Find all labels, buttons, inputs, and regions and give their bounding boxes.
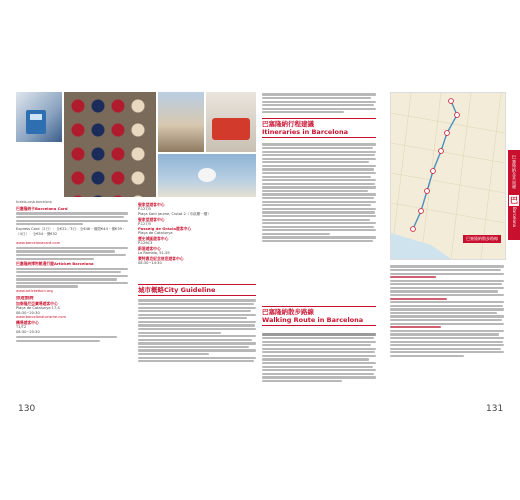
- photo-souvenir-wall: [64, 92, 156, 197]
- left-page: [16, 92, 256, 410]
- center-item: 聖家堂遊客中心 P.127/5: [138, 216, 165, 226]
- articket-title: 巴塞隆納博物館通行證Articket Barcelona: [16, 261, 94, 267]
- tourist-title: 旅遊諮詢: [16, 295, 34, 301]
- center-list: [138, 207, 256, 266]
- tourist-hours: 08:30~20:30: [16, 310, 40, 315]
- walk-heading: [262, 306, 376, 326]
- center-title: 聖家堂遊客中心: [138, 202, 165, 207]
- route-title-zh: 巴塞隆納行程建議: [262, 120, 314, 128]
- page-number-left: 130: [18, 404, 36, 414]
- right-lower-column: [390, 264, 504, 358]
- guide-heading: [138, 284, 256, 296]
- card-title: 巴塞隆納卡Barcelona Card: [16, 206, 68, 211]
- side-tab-en: Barcelona: [512, 207, 517, 227]
- left-column: [16, 206, 128, 343]
- center-item: P.127/5 Plaça Sant Jaume, Ciutat 2（市政廳一樓）: [138, 207, 211, 216]
- articket-site[interactable]: www.articketbcn.org: [16, 289, 53, 294]
- right-text-column: [262, 92, 376, 115]
- center-item: 蒙特惠克紀念信息遊客中心 08:30~14:30: [138, 255, 184, 265]
- photo-caption: tickets.cosb.barcelona: [16, 200, 52, 204]
- photo-city-view: [158, 92, 204, 152]
- photo-seagull: [158, 154, 256, 197]
- photo-tram: [206, 92, 256, 152]
- card-price: Express Card（2日）：全€22／3日：全€46・僅限€44・僅€39・（4日）：全€54・僅€52: [16, 226, 126, 236]
- airport-hours: 08:30~20:30: [16, 330, 40, 335]
- page-number-right: 131: [486, 404, 504, 414]
- walk-body: [262, 332, 376, 383]
- airport-terminal: T1/T2: [16, 325, 27, 330]
- airport-title: 機場遊客中心: [16, 320, 39, 326]
- tourist-site[interactable]: www.barcelonaturisme.com: [16, 315, 66, 320]
- walking-route-map[interactable]: [390, 92, 506, 260]
- route-heading: [262, 118, 376, 138]
- route-body: [262, 142, 376, 244]
- walk-title-en: Walking Route in Barcelona: [262, 316, 364, 324]
- photo-ticket-machine: [16, 92, 62, 142]
- center-item: 新港遊客中心 La Rambla, 51-59: [138, 245, 170, 255]
- side-tab-char: 巴: [510, 196, 518, 205]
- guide-title: 城市概略City Guideline: [138, 286, 216, 294]
- tourist-addr: Plaça de Catalunya 17-S: [16, 305, 60, 310]
- map-caption: 巴塞隆納散步路線: [463, 235, 501, 243]
- guide-body: [138, 298, 256, 364]
- tourist-sub: 加泰隆尼亞廣場遊客中心: [16, 300, 58, 306]
- center-item: 歷史城區遊客中心 P.126C3: [138, 236, 169, 246]
- right-page: [262, 92, 510, 410]
- card-site[interactable]: www.barcelonacard.com: [16, 240, 61, 245]
- side-tab-text: 巴塞隆納及其周邊: [512, 155, 517, 189]
- center-item: Passeig de Gràcia遊客中心 Plaça de Catalunya: [138, 226, 192, 236]
- route-title-en: Itineraries in Barcelona: [262, 128, 348, 136]
- chapter-side-tab[interactable]: [508, 150, 520, 240]
- walk-title-zh: 巴塞隆納散步路線: [262, 308, 314, 316]
- center-column: [138, 202, 256, 266]
